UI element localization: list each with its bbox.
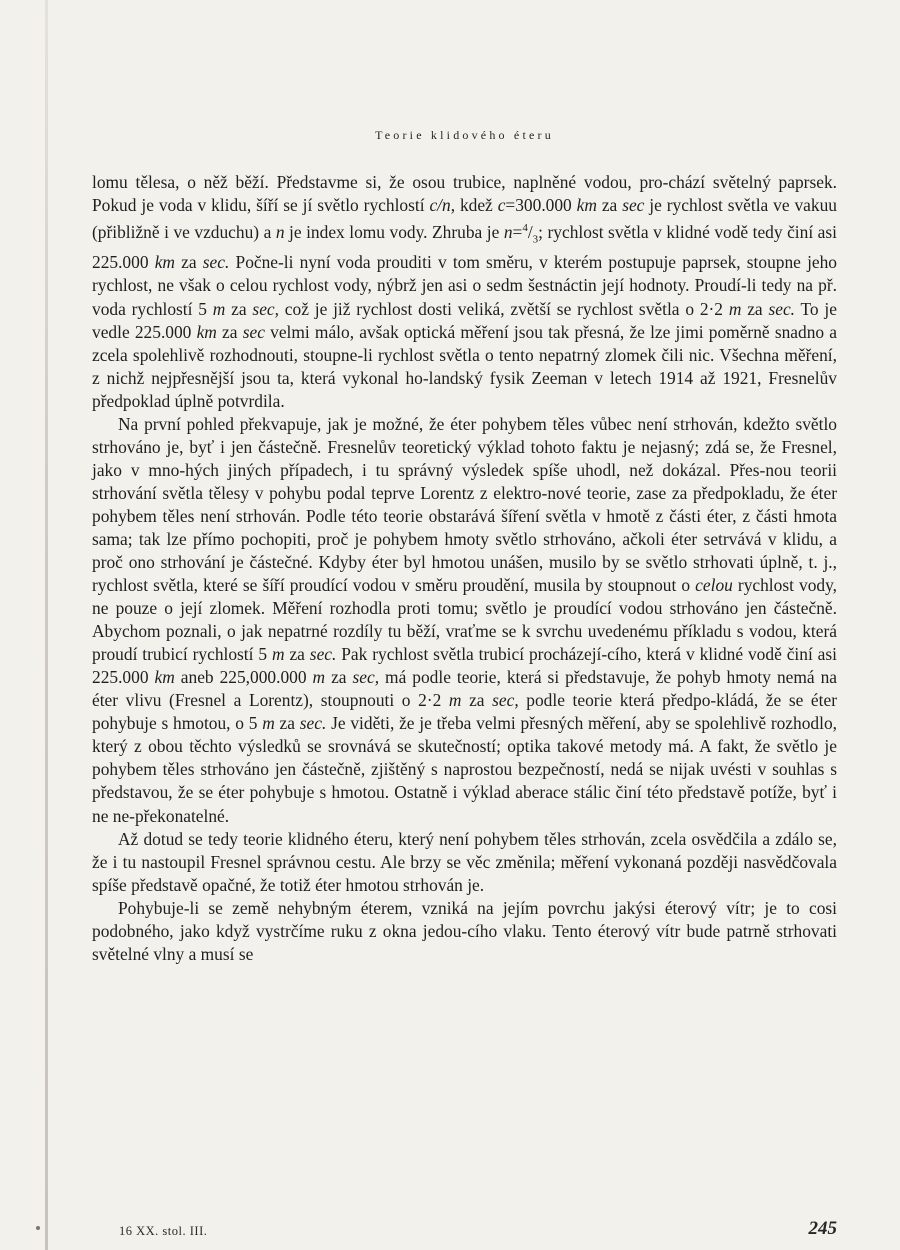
page-footer <box>92 1218 837 1246</box>
italic-term: sec, <box>352 667 380 688</box>
page-number: 245 <box>808 1218 837 1239</box>
text-run: podle teorie která předpo-kládá, že se éter pohybuje s hmotou, o 5 <box>92 690 837 734</box>
italic-term: sec, <box>492 690 519 711</box>
paragraph-1 <box>92 171 837 413</box>
italic-term: sec <box>622 195 645 216</box>
text-run: To je vedle 225.000 <box>92 298 837 342</box>
text-run: =300.000 <box>505 195 577 216</box>
italic-term: n <box>275 221 285 242</box>
text-run: za <box>596 195 623 216</box>
italic-term: m <box>271 644 285 665</box>
page-gutter-edge <box>45 0 48 1250</box>
italic-term: sec. <box>768 298 796 319</box>
text-run: za <box>225 298 253 319</box>
italic-term: celou <box>695 575 733 596</box>
italic-term: m <box>312 667 326 688</box>
signature-mark: 16 XX. stol. III. <box>119 1224 208 1238</box>
text-run: , kdež <box>450 195 498 216</box>
text-run: ; rychlost světla v klidné vodě tedy činí asi 225.000 <box>92 221 837 273</box>
italic-term: sec. <box>309 644 337 665</box>
italic-term: m <box>728 298 742 319</box>
superscript: 4 <box>522 222 528 235</box>
text-run: za <box>284 644 310 665</box>
text-run: za <box>174 252 203 273</box>
italic-term: sec, <box>252 298 279 319</box>
text-run: za <box>274 713 300 734</box>
text-run: Na první pohled překvapuje, jak je možné, že éter pohybem těles vůbec není strhován, kdežto světlo strhováno je, byť i jen částečně. Fresnelův teoretický výklad tohoto faktu je nejasný; zdá se, že Fresnel, jako v mno-hých jiných případech, i tu správný výsledek spíše uhodl, než dokázal. Přes-nou teorii strhování světla tělesy v pohybu podal teprve Lorentz z elektro-nové teorie, zase za předpokladu, že éter pohybem těles není strhován. Podle této teorie obstarává šíření světla v hmotě z části éter, z části hmota sama; tak lze přímo pochopiti, proč je pohybem hmoty světlo strhováno, ačkoli éter setrvává v klidu, a proč ono strhování je částečné. Kdyby éter byl hmotou unášen, musilo by se světlo strhovati úplně, t. j., rychlost světla, které se šíří proudící vodou v směru proudění, musila by stoupnout o <box>92 413 837 596</box>
paragraph-4 <box>92 897 837 966</box>
italic-term: c <box>497 195 506 216</box>
text-run: Počne-li nyní voda prouditi v tom směru, v kterém postupuje paprsek, stoupne jeho rychlost, ne však o celou rychlost vody, nýbrž jen asi o sedm šestnáctin její hodnoty. Proudí-li tedy na př. voda rychlostí 5 <box>92 252 838 319</box>
body-text <box>92 171 837 966</box>
text-run: = <box>512 221 523 242</box>
italic-term: km <box>576 195 597 216</box>
text-run: Pak rychlost světla trubicí procházejí-cího, která v klidné vodě činí asi 225.000 <box>92 644 837 688</box>
text-run: Je viděti, že je třeba velmi přesných měření, aby se spolehlivě rozhodlo, který z obou těchto výsledků se srovnává se skutečností; optika takové metody má. A fakt, že světlo je pohybem těles strhováno jen částečně, zjištěný s naprostou bezpečností, nedá se nijak uvésti v souhlas s představou, že se éter pohybuje s hmotou. Ostatně i výklad aberace stálic činí této představě potíže, byť i ne ne-překonatelné. <box>92 713 837 826</box>
italic-term: sec. <box>202 252 230 273</box>
italic-term: km <box>154 667 175 688</box>
paragraph-2 <box>92 413 837 828</box>
text-run: / <box>527 221 533 242</box>
italic-term: sec. <box>299 713 327 734</box>
text-run: Pohybuje-li se země nehybným éterem, vzniká na jejím povrchu jakýsi éterový vítr; je to cosi podobného, jako když vystrčíme ruku z okna jedou-cího vlaku. Tento éterový vítr bude patrně strhovati světelné vlny a musí se <box>92 897 837 964</box>
paragraph-3 <box>92 828 837 897</box>
text-run: velmi málo, avšak optická měření jsou tak přesná, že lze jimi poměrně snadno a zcela spolehlivě rozhodnouti, stoupne-li rychlost světla o tento nepatrný zlomek čili nic. Všechna měření, z nichž nejpřesnější jsou ta, která vykonal ho-landský fysik Zeeman v letech 1914 až 1921, Fresnelův předpoklad úplně potvrdila. <box>92 321 838 411</box>
subscript: 3 <box>532 233 539 246</box>
text-run: je rychlost světla ve vakuu (přibližně i ve vzduchu) a <box>92 195 837 242</box>
italic-term: m <box>262 713 275 734</box>
text-run: za <box>216 321 243 342</box>
italic-term: km <box>154 252 175 273</box>
italic-term: km <box>196 321 217 342</box>
italic-term: sec <box>242 321 265 342</box>
text-run: lomu tělesa, o něž běží. Představme si, že osou trubice, naplněné vodou, pro-chází světelný paprsek. Pokud je voda v klidu, šíří se jí světlo rychlostí <box>92 172 837 216</box>
italic-term: m <box>212 298 226 319</box>
italic-term: c/n <box>429 195 451 216</box>
margin-dot <box>36 1226 40 1230</box>
text-run: což je již rychlost dosti veliká, zvětší se rychlost světla o 2·2 <box>278 298 729 319</box>
text-run: má podle teorie, která si představuje, že pohyb hmoty nemá na éter vlivu (Fresnel a Lorentz), stoupnouti o 2·2 <box>92 667 837 711</box>
text-run: rychlost vody, ne pouze o její zlomek. Měření rozhodla proti tomu; světlo je proudící vodou strhováno jen částečně. Abychom poznali, o jak nepatrné rozdíly tu běží, vraťme se k svrchu uvedenému příkladu s vodou, která proudí trubicí rychlostí 5 <box>92 575 837 665</box>
italic-term: m <box>448 690 462 711</box>
text-run: za <box>461 690 493 711</box>
running-head: Teorie klidového éteru <box>375 128 554 142</box>
italic-term: n <box>503 221 513 242</box>
text-run: za <box>741 298 769 319</box>
text-run: je index lomu vody. Zhruba je <box>284 221 504 242</box>
text-run: Až dotud se tedy teorie klidného éteru, který není pohybem těles strhován, zcela osvědčila a zdálo se, že i tu nastoupil Fresnel správnou cestu. Ale brzy se věc změnila; měření vykonaná později nasvědčovala spíše představě opačné, že totiž éter hmotou strhován je. <box>92 828 837 895</box>
text-run: za <box>325 667 353 688</box>
text-run: aneb 225,000.000 <box>174 667 313 688</box>
